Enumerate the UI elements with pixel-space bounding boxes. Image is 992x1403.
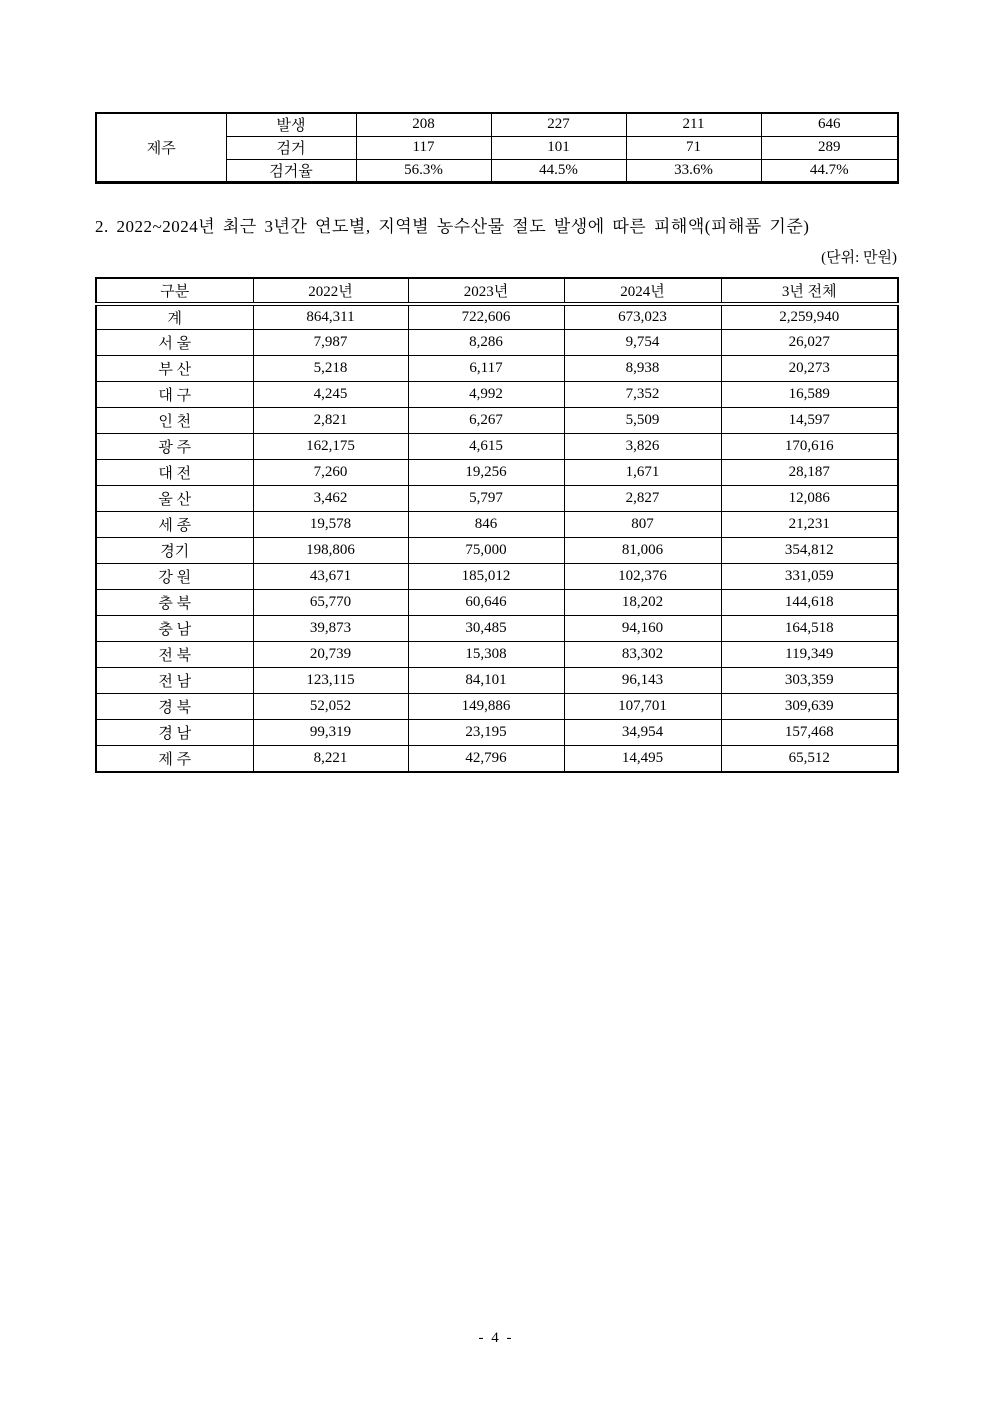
region-label-cell: 부 산 [96,356,253,382]
table-row [96,616,898,642]
table-row [96,564,898,590]
value-cell: 331,059 [721,564,898,590]
region-label-cell: 강 원 [96,564,253,590]
value-cell: 4,615 [408,434,564,460]
value-cell: 2,827 [564,486,721,512]
value-cell: 1,671 [564,460,721,486]
value-cell: 7,987 [253,330,408,356]
value-cell: 42,796 [408,746,564,772]
value-cell: 354,812 [721,538,898,564]
table-row [96,330,898,356]
value-cell: 149,886 [408,694,564,720]
value-cell: 198,806 [253,538,408,564]
table-row [96,356,898,382]
value-cell: 157,468 [721,720,898,746]
value-cell: 39,873 [253,616,408,642]
value-cell: 28,187 [721,460,898,486]
value-cell: 208 [356,113,491,136]
value-cell: 227 [491,113,626,136]
value-cell: 846 [408,512,564,538]
value-cell: 20,739 [253,642,408,668]
value-cell: 44.7% [761,159,898,182]
value-cell: 65,512 [721,746,898,772]
value-cell: 170,616 [721,434,898,460]
value-cell: 19,256 [408,460,564,486]
table-row [96,642,898,668]
region-label-cell: 서 울 [96,330,253,356]
region-label-cell: 제 주 [96,746,253,772]
value-cell: 2,821 [253,408,408,434]
value-cell: 56.3% [356,159,491,182]
value-cell: 9,754 [564,330,721,356]
jeju-continuation-table [95,112,899,184]
value-cell: 123,115 [253,668,408,694]
value-cell: 34,954 [564,720,721,746]
value-cell: 309,639 [721,694,898,720]
column-header: 2022년 [253,278,408,304]
table-row [96,746,898,772]
column-header: 구분 [96,278,253,304]
value-cell: 12,086 [721,486,898,512]
value-cell: 6,117 [408,356,564,382]
unit-note: (단위: 만원) [821,249,897,266]
table-row [96,590,898,616]
value-cell: 84,101 [408,668,564,694]
value-cell: 3,462 [253,486,408,512]
value-cell: 4,992 [408,382,564,408]
jeju-continuation-table-body [96,113,898,182]
metric-label-cell: 발생 [226,113,356,136]
value-cell: 94,160 [564,616,721,642]
value-cell: 52,052 [253,694,408,720]
column-header: 2024년 [564,278,721,304]
value-cell: 7,352 [564,382,721,408]
table-row [96,434,898,460]
value-cell: 8,221 [253,746,408,772]
value-cell: 43,671 [253,564,408,590]
value-cell: 162,175 [253,434,408,460]
value-cell: 4,245 [253,382,408,408]
value-cell: 3,826 [564,434,721,460]
value-cell: 30,485 [408,616,564,642]
value-cell: 44.5% [491,159,626,182]
value-cell: 673,023 [564,304,721,330]
region-label-cell: 광 주 [96,434,253,460]
table-row [96,304,898,330]
value-cell: 71 [626,136,761,159]
value-cell: 23,195 [408,720,564,746]
region-label-cell: 경 북 [96,694,253,720]
value-cell: 107,701 [564,694,721,720]
value-cell: 864,311 [253,304,408,330]
region-label-cell: 대 전 [96,460,253,486]
value-cell: 144,618 [721,590,898,616]
value-cell: 2,259,940 [721,304,898,330]
metric-label-cell: 검거 [226,136,356,159]
region-label-cell: 경 남 [96,720,253,746]
column-header: 3년 전체 [721,278,898,304]
value-cell: 16,589 [721,382,898,408]
table-row [96,694,898,720]
header-row [96,278,898,304]
value-cell: 211 [626,113,761,136]
section-heading: 2. 2022~2024년 최근 3년간 연도별, 지역별 농수산물 절도 발생에 따른 피해액(피해품 기준) [95,216,810,236]
value-cell: 6,267 [408,408,564,434]
region-label-cell: 계 [96,304,253,330]
region-label-cell: 대 구 [96,382,253,408]
region-label-cell: 세 종 [96,512,253,538]
region-label-cell: 경기 [96,538,253,564]
table-row [96,408,898,434]
value-cell: 60,646 [408,590,564,616]
table-row [96,382,898,408]
table-row [96,460,898,486]
region-label-cell: 충 남 [96,616,253,642]
value-cell: 96,143 [564,668,721,694]
table-row [96,512,898,538]
value-cell: 8,938 [564,356,721,382]
region-label-cell: 울 산 [96,486,253,512]
damage-amount-table [95,277,899,773]
metric-label-cell: 검거율 [226,159,356,182]
page-number: - 4 - [478,1330,514,1346]
table-row [96,720,898,746]
value-cell: 7,260 [253,460,408,486]
region-label-cell: 충 북 [96,590,253,616]
value-cell: 646 [761,113,898,136]
value-cell: 83,302 [564,642,721,668]
value-cell: 5,509 [564,408,721,434]
column-header: 2023년 [408,278,564,304]
value-cell: 303,359 [721,668,898,694]
value-cell: 21,231 [721,512,898,538]
value-cell: 19,578 [253,512,408,538]
table-row [96,668,898,694]
value-cell: 164,518 [721,616,898,642]
table-row [96,486,898,512]
value-cell: 65,770 [253,590,408,616]
region-label-cell: 전 북 [96,642,253,668]
damage-table-body [96,304,898,772]
value-cell: 117 [356,136,491,159]
value-cell: 102,376 [564,564,721,590]
damage-table-header [96,278,898,304]
region-cell: 제주 [96,113,226,182]
value-cell: 99,319 [253,720,408,746]
value-cell: 289 [761,136,898,159]
value-cell: 722,606 [408,304,564,330]
value-cell: 81,006 [564,538,721,564]
value-cell: 5,218 [253,356,408,382]
table-row [96,113,898,136]
value-cell: 14,597 [721,408,898,434]
value-cell: 8,286 [408,330,564,356]
value-cell: 20,273 [721,356,898,382]
value-cell: 5,797 [408,486,564,512]
value-cell: 26,027 [721,330,898,356]
region-label-cell: 전 남 [96,668,253,694]
value-cell: 185,012 [408,564,564,590]
value-cell: 807 [564,512,721,538]
value-cell: 18,202 [564,590,721,616]
value-cell: 33.6% [626,159,761,182]
value-cell: 14,495 [564,746,721,772]
value-cell: 119,349 [721,642,898,668]
value-cell: 75,000 [408,538,564,564]
region-label-cell: 인 천 [96,408,253,434]
value-cell: 101 [491,136,626,159]
value-cell: 15,308 [408,642,564,668]
table-row [96,538,898,564]
